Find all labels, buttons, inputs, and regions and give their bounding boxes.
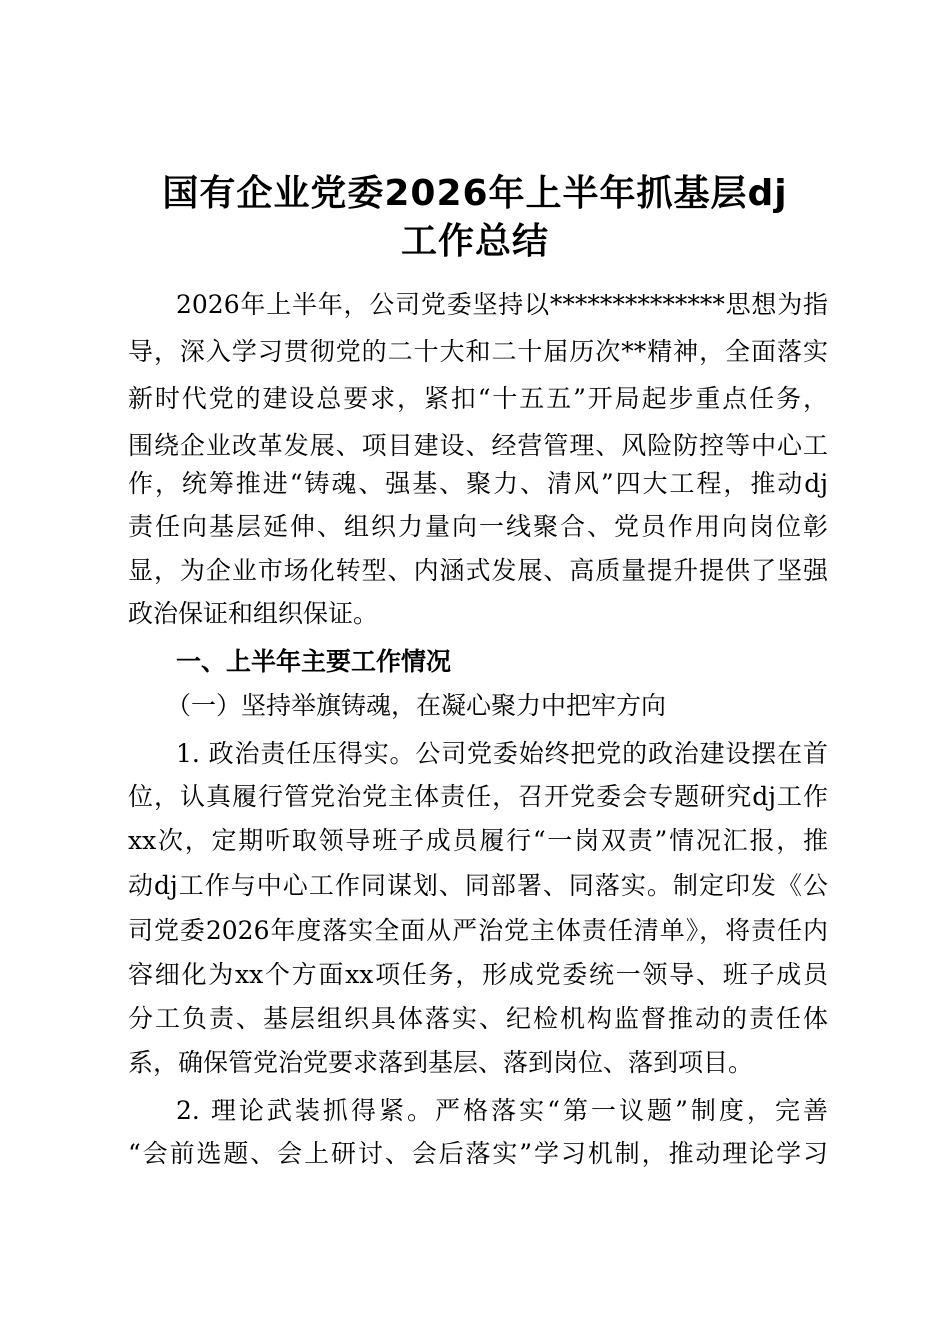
- item-1-paragraph-line: 司党委2026年度落实全面从严治党主体责任清单》，将责任内: [128, 916, 828, 945]
- intro-paragraph-line: 新时代党的建设总要求，紧扣“十五五”开局起步重点任务，: [128, 384, 828, 413]
- document-title-line-2: 工作总结: [400, 221, 549, 262]
- item-1-paragraph-line: 系，确保管党治党要求落到基层、落到岗位、落到项目。: [128, 1048, 754, 1077]
- intro-paragraph-line: 政治保证和组织保证。: [128, 599, 379, 628]
- intro-paragraph-line: 显，为企业市场化转型、内涵式发展、高质量提升提供了坚强: [128, 556, 828, 585]
- intro-paragraph-line: 围绕企业改革发展、项目建设、经营管理、风险防控等中心工: [128, 431, 828, 460]
- item-2-paragraph-line: 2. 理论武装抓得紧。严格落实“第一议题”制度，完善: [176, 1096, 828, 1125]
- subsection-heading: （一）坚持举旗铸魂，在凝心聚力中把牢方向: [166, 691, 667, 720]
- item-2-paragraph-line: “会前选题、会上研讨、会后落实”学习机制，推动理论学习: [128, 1139, 828, 1168]
- item-1-paragraph-line: 位，认真履行管党治党主体责任，召开党委会专题研究dj工作: [128, 782, 828, 811]
- item-1-paragraph-line: 容细化为xx个方面xx项任务，形成党委统一领导、班子成员: [128, 960, 828, 989]
- document-title-line-1: 国有企业党委2026年上半年抓基层dj: [162, 173, 788, 214]
- section-heading: 一、上半年主要工作情况: [176, 647, 452, 676]
- intro-paragraph-line: 2026年上半年，公司党委坚持以**************思想为指: [176, 290, 828, 319]
- intro-paragraph-line: 责任向基层延伸、组织力量向一线聚合、党员作用向岗位彰: [128, 512, 828, 541]
- intro-paragraph-line: 导，深入学习贯彻党的二十大和二十届历次**精神，全面落实: [128, 337, 828, 366]
- intro-paragraph-line: 作，统筹推进“铸魂、强基、聚力、清风”四大工程，推动dj: [128, 469, 828, 498]
- item-1-paragraph-line: xx次，定期听取领导班子成员履行“一岗双责”情况汇报，推: [128, 826, 828, 855]
- item-1-paragraph-line: 动dj工作与中心工作同谋划、同部署、同落实。制定印发《公: [128, 871, 828, 900]
- item-1-paragraph-line: 1. 政治责任压得实。公司党委始终把党的政治建设摆在首: [176, 739, 828, 768]
- item-1-paragraph-line: 分工负责、基层组织具体落实、纪检机构监督推动的责任体: [128, 1004, 828, 1033]
